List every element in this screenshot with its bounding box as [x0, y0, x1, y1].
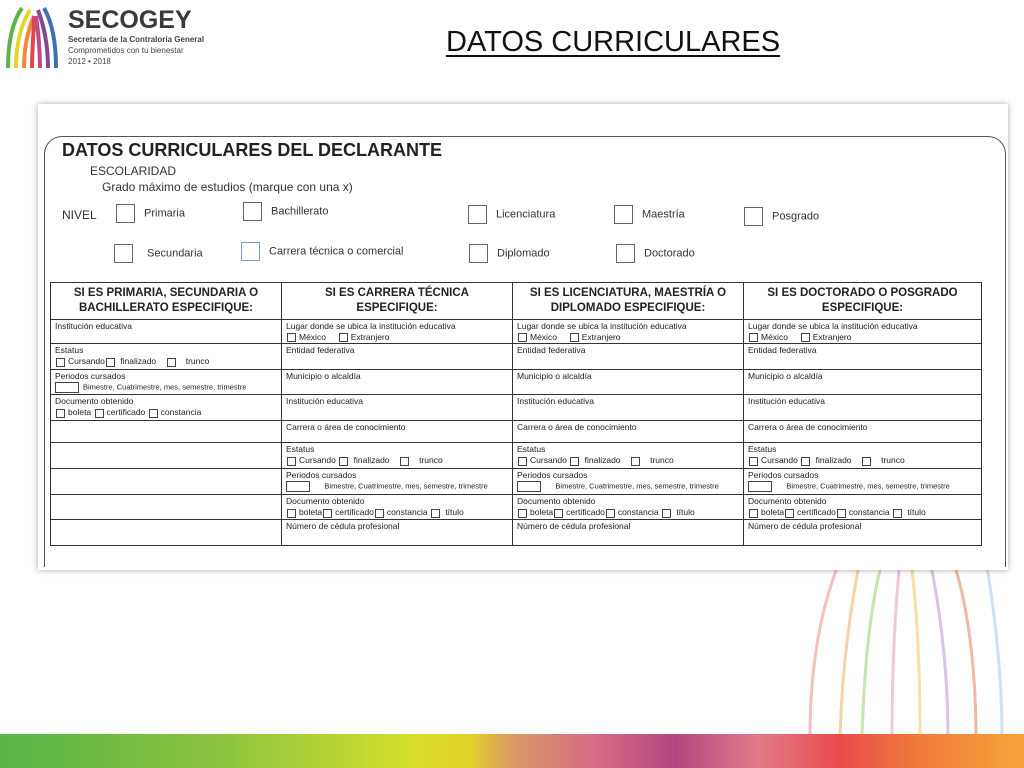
cell-documento[interactable]: Documento obtenido boleta certificado constancia título [744, 495, 982, 519]
cell-carrera[interactable]: Carrera o área de conocimiento [282, 421, 513, 443]
table-row [51, 370, 982, 395]
checkbox-finalizado[interactable] [339, 457, 348, 466]
cell-municipio[interactable]: Municipio o alcaldía [282, 370, 513, 395]
checkbox-mexico[interactable] [518, 333, 527, 342]
logo-line-1: Secretaría de la Contraloría General [68, 35, 205, 44]
checkbox-mexico[interactable] [749, 333, 758, 342]
checkbox-certificado[interactable] [785, 509, 794, 518]
checkbox-extranjero[interactable] [339, 333, 348, 342]
cell-periodos[interactable]: Periodos cursados Bimestre, Cuatrimestre, mes, semestre, trimestre [51, 370, 282, 395]
checkbox-finalizado[interactable] [570, 457, 579, 466]
checkbox-cursando[interactable] [518, 457, 527, 466]
checkbox[interactable] [616, 244, 635, 263]
periodos-box[interactable] [517, 481, 541, 492]
cell-estatus[interactable]: Estatus Cursando finalizado trunco [744, 443, 982, 469]
level-option-secundaria[interactable]: Secundaria [114, 244, 203, 263]
checkbox-boleta[interactable] [518, 509, 527, 518]
checkbox-certificado[interactable] [95, 409, 104, 418]
form-document [38, 104, 1008, 570]
checkbox-cursando[interactable] [56, 358, 65, 367]
checkbox[interactable] [468, 205, 487, 224]
cell-cedula[interactable]: Número de cédula profesional [282, 519, 513, 545]
checkbox-boleta[interactable] [749, 509, 758, 518]
decorative-ribbons [780, 560, 1024, 736]
checkbox-boleta[interactable] [56, 409, 65, 418]
logo-line-3: 2012 • 2018 [68, 57, 111, 66]
checkbox-trunco[interactable] [400, 457, 409, 466]
level-option-carrera-tecnica[interactable]: Carrera técnica o comercial [241, 242, 404, 261]
checkbox-extranjero[interactable] [801, 333, 810, 342]
instruction-text: Grado máximo de estudios (marque con una x) [102, 180, 353, 194]
cell-empty [51, 495, 282, 519]
specification-table [50, 282, 982, 546]
checkbox-finalizado[interactable] [106, 358, 115, 367]
table-row [51, 519, 982, 545]
checkbox-titulo[interactable] [893, 509, 902, 518]
cell-carrera[interactable]: Carrera o área de conocimiento [744, 421, 982, 443]
checkbox-constancia[interactable] [149, 409, 158, 418]
level-option-diplomado[interactable]: Diplomado [469, 244, 550, 263]
cell-estatus[interactable]: Estatus Cursando finalizado trunco [51, 344, 282, 370]
secogey-logo [4, 2, 205, 72]
cell-documento[interactable]: Documento obtenido boleta certificado constancia título [513, 495, 744, 519]
periodos-box[interactable] [55, 382, 79, 393]
checkbox-finalizado[interactable] [801, 457, 810, 466]
header-carrera-tecnica: SI ES CARRERA TÉCNICA ESPECIFIQUE: [282, 283, 513, 320]
cell-periodos[interactable]: Periodos cursados Bimestre, Cuatrimestre, mes, semestre, trimestre [282, 469, 513, 495]
periodos-box[interactable] [286, 481, 310, 492]
cell-periodos[interactable]: Periodos cursados Bimestre, Cuatrimestre, mes, semestre, trimestre [744, 469, 982, 495]
header-primaria: SI ES PRIMARIA, SECUNDARIA O BACHILLERATO ESPECIFIQUE: [51, 283, 282, 320]
header-licenciatura: SI ES LICENCIATURA, MAESTRÍA O DIPLOMADO ESPECIFIQUE: [513, 283, 744, 320]
checkbox-boleta[interactable] [287, 509, 296, 518]
table-row [51, 495, 982, 519]
slide-title: DATOS CURRICULARES [446, 26, 781, 58]
logo-line-2: Comprometidos con tu bienestar [68, 46, 184, 55]
cell-lugar[interactable]: Lugar donde se ubica la institución educativa México Extranjero [744, 320, 982, 344]
cell-documento[interactable]: Documento obtenido boleta certificado constancia [51, 395, 282, 421]
checkbox-trunco[interactable] [167, 358, 176, 367]
logo-mark-icon [4, 2, 62, 70]
cell-carrera[interactable]: Carrera o área de conocimiento [513, 421, 744, 443]
table-row [51, 469, 982, 495]
cell-cedula[interactable]: Número de cédula profesional [744, 519, 982, 545]
cell-estatus[interactable]: Estatus Cursando finalizado trunco [282, 443, 513, 469]
nivel-label: NIVEL [62, 208, 97, 222]
cell-institucion[interactable]: Institución educativa [51, 320, 282, 344]
checkbox-cursando[interactable] [749, 457, 758, 466]
table-row [51, 344, 982, 370]
cell-entidad[interactable]: Entidad federativa [282, 344, 513, 370]
cell-entidad[interactable]: Entidad federativa [513, 344, 744, 370]
periodos-box[interactable] [748, 481, 772, 492]
cell-lugar[interactable]: Lugar donde se ubica la institución educativa México Extranjero [513, 320, 744, 344]
checkbox[interactable] [469, 244, 488, 263]
table-row [51, 320, 982, 344]
checkbox[interactable] [243, 202, 262, 221]
cell-empty [51, 519, 282, 545]
level-option-posgrado[interactable]: Posgrado [744, 207, 819, 226]
table-row [51, 395, 982, 421]
bottom-color-band [0, 734, 1024, 768]
checkbox-trunco[interactable] [631, 457, 640, 466]
cell-lugar[interactable]: Lugar donde se ubica la institución educativa México Extranjero [282, 320, 513, 344]
checkbox[interactable] [116, 204, 135, 223]
level-option-bachillerato[interactable]: Bachillerato [243, 202, 328, 221]
checkbox-trunco[interactable] [862, 457, 871, 466]
checkbox-certificado[interactable] [554, 509, 563, 518]
level-option-licenciatura[interactable]: Licenciatura [468, 205, 555, 224]
level-option-primaria[interactable]: Primaria [116, 204, 185, 223]
cell-empty [51, 443, 282, 469]
table-row [51, 443, 982, 469]
form-title: DATOS CURRICULARES DEL DECLARANTE [62, 140, 443, 160]
checkbox-titulo[interactable] [662, 509, 671, 518]
section-label: ESCOLARIDAD [90, 164, 177, 178]
checkbox-extranjero[interactable] [570, 333, 579, 342]
cell-institucion[interactable]: Institución educativa [282, 395, 513, 421]
checkbox[interactable] [614, 205, 633, 224]
level-option-doctorado[interactable]: Doctorado [616, 244, 695, 263]
level-option-maestria[interactable]: Maestría [614, 205, 685, 224]
table-header-row [51, 283, 982, 320]
checkbox-certificado[interactable] [323, 509, 332, 518]
checkbox[interactable] [114, 244, 133, 263]
checkbox[interactable] [241, 242, 260, 261]
cell-entidad[interactable]: Entidad federativa [744, 344, 982, 370]
checkbox-constancia[interactable] [837, 509, 846, 518]
cell-municipio[interactable]: Municipio o alcaldía [513, 370, 744, 395]
checkbox-mexico[interactable] [287, 333, 296, 342]
checkbox[interactable] [744, 207, 763, 226]
checkbox-constancia[interactable] [375, 509, 384, 518]
logo-name: SECOGEY [68, 6, 192, 34]
checkbox-titulo[interactable] [431, 509, 440, 518]
cell-empty [51, 421, 282, 443]
cell-institucion[interactable]: Institución educativa [744, 395, 982, 421]
cell-periodos[interactable]: Periodos cursados Bimestre, Cuatrimestre, mes, semestre, trimestre [513, 469, 744, 495]
cell-institucion[interactable]: Institución educativa [513, 395, 744, 421]
header-doctorado: SI ES DOCTORADO O POSGRADO ESPECIFIQUE: [744, 283, 982, 320]
cell-cedula[interactable]: Número de cédula profesional [513, 519, 744, 545]
cell-estatus[interactable]: Estatus Cursando finalizado trunco [513, 443, 744, 469]
cell-documento[interactable]: Documento obtenido boleta certificado constancia título [282, 495, 513, 519]
table-row [51, 421, 982, 443]
checkbox-constancia[interactable] [606, 509, 615, 518]
cell-municipio[interactable]: Municipio o alcaldía [744, 370, 982, 395]
cell-empty [51, 469, 282, 495]
checkbox-cursando[interactable] [287, 457, 296, 466]
